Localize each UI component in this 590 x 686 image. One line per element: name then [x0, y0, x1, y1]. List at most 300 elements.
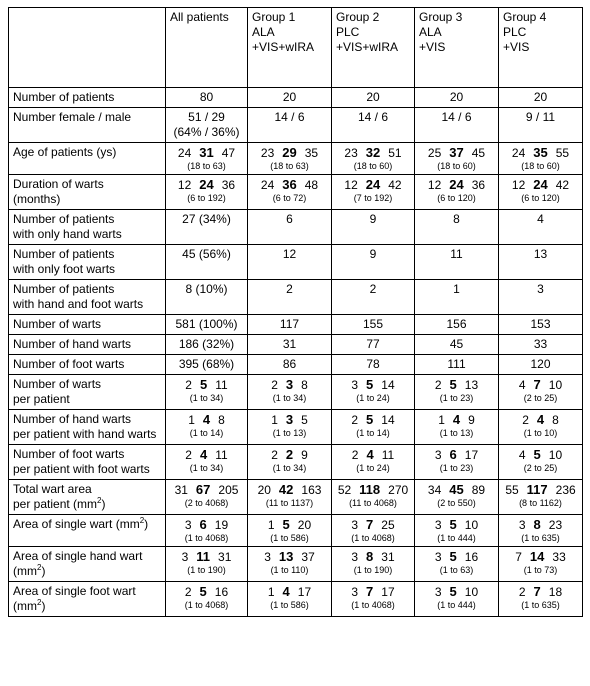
- row-label-line: (months): [13, 192, 61, 206]
- quartile-values: [503, 377, 578, 393]
- quartile-values: [419, 549, 494, 565]
- quartile-values: [252, 447, 327, 463]
- quartile-values: [503, 482, 578, 498]
- data-cell: [166, 582, 248, 617]
- row-label-line: with hand and foot warts: [13, 297, 144, 311]
- row-label-line: [13, 517, 161, 532]
- cell-value: 2: [369, 282, 377, 296]
- data-cell: [499, 480, 583, 515]
- data-cell: [332, 108, 415, 143]
- upper-quartile: 47: [221, 146, 236, 160]
- row-label-text: ): [41, 564, 46, 578]
- data-cell: [332, 480, 415, 515]
- median: 4: [282, 584, 290, 599]
- range: (1 to 190): [353, 565, 393, 575]
- lower-quartile: 25: [427, 146, 442, 160]
- data-cell: [248, 445, 332, 480]
- upper-quartile: 16: [464, 550, 479, 564]
- range: (8 to 1162): [519, 498, 562, 508]
- lower-quartile: 24: [177, 146, 192, 160]
- median: 45: [449, 482, 464, 497]
- data-cell: [166, 88, 248, 108]
- lower-quartile: 23: [344, 146, 358, 160]
- cell-value: 9: [369, 247, 377, 261]
- quartile-values: [419, 482, 494, 498]
- row-label-line: Number of patients: [13, 212, 115, 226]
- lower-quartile: 2: [185, 448, 192, 462]
- lower-quartile: 1: [438, 413, 445, 427]
- upper-quartile: 205: [218, 483, 239, 497]
- row-label-line: Number of hand warts: [13, 412, 132, 426]
- row-label-line: Number of hand warts: [13, 337, 132, 351]
- row-label: [9, 375, 166, 410]
- quartile-values: [336, 447, 410, 463]
- data-cell: [415, 88, 499, 108]
- data-cell: [499, 582, 583, 617]
- quartile-values: [170, 549, 243, 565]
- quartile-values: [252, 549, 327, 565]
- range: (6 to 192): [187, 193, 226, 203]
- quartile-values: [170, 377, 243, 393]
- data-cell: [248, 410, 332, 445]
- cell-value: 20: [366, 90, 380, 104]
- header-group-2: [332, 8, 415, 88]
- lower-quartile: 7: [515, 550, 522, 564]
- quartile-values: [336, 377, 410, 393]
- quartile-values: [419, 584, 494, 600]
- range: (18 to 60): [521, 161, 560, 171]
- lower-quartile: 31: [174, 483, 188, 497]
- data-cell: [499, 547, 583, 582]
- row-label: [9, 445, 166, 480]
- cell-value: 581 (100%): [175, 317, 238, 331]
- table-row: [9, 175, 583, 210]
- quartile-values: [419, 145, 494, 161]
- row-label-text: ): [144, 517, 149, 531]
- group-name: Group 2: [336, 10, 380, 24]
- data-cell: [415, 480, 499, 515]
- range: (1 to 635): [521, 600, 560, 610]
- cell-value: 4: [537, 212, 544, 226]
- cell-value: 9 / 11: [525, 110, 556, 124]
- lower-quartile: 12: [344, 178, 358, 192]
- table-row: [9, 547, 583, 582]
- data-cell: [166, 175, 248, 210]
- cell-value: 156: [446, 317, 467, 331]
- cell-value: 20: [533, 90, 548, 104]
- data-cell: [166, 108, 248, 143]
- data-cell: [248, 315, 332, 335]
- cell-value: 117: [279, 317, 300, 331]
- data-cell: [166, 315, 248, 335]
- upper-quartile: 33: [552, 550, 566, 564]
- range: (1 to 34): [189, 463, 224, 473]
- lower-quartile: 3: [351, 585, 359, 599]
- row-label-text: (mm: [13, 564, 37, 578]
- data-cell: [332, 245, 415, 280]
- range: (2 to 550): [437, 498, 476, 508]
- row-label-text: Area of single wart (mm: [13, 517, 140, 531]
- row-label: [9, 355, 166, 375]
- data-cell: [166, 445, 248, 480]
- median: 5: [366, 377, 374, 392]
- group-drug: ALA: [419, 25, 442, 39]
- cell-value: 77: [366, 337, 380, 351]
- data-cell: [415, 515, 499, 547]
- cell-value: 186 (32%): [178, 337, 235, 351]
- data-cell: [499, 175, 583, 210]
- data-cell: [499, 335, 583, 355]
- data-cell: [166, 515, 248, 547]
- range: (18 to 60): [353, 161, 393, 171]
- lower-quartile: 3: [351, 378, 359, 392]
- upper-quartile: 8: [218, 413, 225, 427]
- range: (1 to 190): [187, 565, 226, 575]
- quartile-values: [503, 584, 578, 600]
- lower-quartile: 2: [518, 585, 526, 599]
- row-label: [9, 315, 166, 335]
- data-table: [8, 7, 583, 617]
- data-cell: [248, 210, 332, 245]
- upper-quartile: 36: [471, 178, 486, 192]
- quartile-values: [336, 412, 410, 428]
- upper-quartile: 37: [301, 550, 315, 564]
- median: 37: [449, 145, 464, 160]
- median: 5: [282, 517, 290, 532]
- group-drug: ALA: [252, 25, 275, 39]
- data-cell: [499, 515, 583, 547]
- range: (1 to 24): [356, 393, 390, 403]
- lower-quartile: 2: [271, 378, 278, 392]
- data-cell: [248, 143, 332, 175]
- quartile-values: [336, 177, 410, 193]
- lower-quartile: 20: [257, 483, 271, 497]
- range: (2 to 25): [523, 463, 558, 473]
- group-treatment: +VIS+wIRA: [336, 40, 399, 54]
- median: 5: [449, 377, 457, 392]
- row-label: [9, 245, 166, 280]
- median: 7: [533, 377, 541, 392]
- median: 24: [533, 177, 548, 192]
- data-cell: [248, 280, 332, 315]
- median: 5: [449, 549, 457, 564]
- cell-value: 45 (56%): [182, 247, 231, 261]
- range: (1 to 24): [356, 463, 390, 473]
- data-cell: [248, 245, 332, 280]
- upper-quartile: 14: [381, 378, 395, 392]
- cell-value: 153: [530, 317, 551, 331]
- upper-quartile: 55: [555, 146, 570, 160]
- table-row: [9, 108, 583, 143]
- range: (1 to 14): [356, 428, 390, 438]
- cell-value: 31: [282, 337, 297, 351]
- quartile-values: [170, 412, 243, 428]
- upper-quartile: 236: [555, 483, 576, 497]
- quartile-values: [336, 584, 410, 600]
- data-cell: [332, 582, 415, 617]
- row-label-line: Number of patients: [13, 282, 115, 296]
- median: 7: [366, 584, 374, 599]
- data-cell: [499, 445, 583, 480]
- row-label: [9, 410, 166, 445]
- table-row: [9, 375, 583, 410]
- data-cell: [415, 245, 499, 280]
- median: 5: [449, 517, 457, 532]
- lower-quartile: 2: [434, 378, 442, 392]
- median: 5: [533, 447, 541, 462]
- header-row: [9, 8, 583, 88]
- upper-quartile: 89: [471, 483, 486, 497]
- row-label-line: [13, 497, 161, 512]
- data-cell: [332, 445, 415, 480]
- data-cell: [166, 355, 248, 375]
- median: 29: [282, 145, 297, 160]
- row-label-line: Number of patients: [13, 247, 115, 261]
- range: (1 to 4068): [184, 533, 229, 543]
- quartile-values: [503, 145, 578, 161]
- superscript: 2: [37, 563, 42, 572]
- lower-quartile: 3: [434, 518, 442, 532]
- upper-quartile: 5: [301, 413, 308, 427]
- data-cell: [499, 88, 583, 108]
- header-group-3: [415, 8, 499, 88]
- lower-quartile: 3: [181, 550, 189, 564]
- quartile-values: [503, 412, 578, 428]
- group-treatment: +VIS+wIRA: [252, 40, 315, 54]
- lower-quartile: 12: [511, 178, 526, 192]
- median: 5: [199, 377, 208, 392]
- cell-value: 12: [282, 247, 297, 261]
- data-cell: [332, 410, 415, 445]
- cell-value: 20: [449, 90, 464, 104]
- quartile-values: [170, 447, 243, 463]
- upper-quartile: 31: [218, 550, 232, 564]
- lower-quartile: 34: [427, 483, 442, 497]
- upper-quartile: 13: [464, 378, 479, 392]
- table-row: [9, 445, 583, 480]
- quartile-values: [419, 517, 494, 533]
- median: 2: [285, 447, 294, 462]
- superscript: 2: [97, 496, 102, 505]
- data-cell: [166, 410, 248, 445]
- cell-value: 120: [530, 357, 551, 371]
- cell-value: 14 / 6: [441, 110, 472, 124]
- quartile-values: [252, 377, 327, 393]
- quartile-values: [503, 447, 578, 463]
- data-cell: [248, 375, 332, 410]
- row-label-line: Area of single foot wart: [13, 584, 136, 598]
- median: 24: [365, 177, 381, 192]
- data-cell: [166, 547, 248, 582]
- lower-quartile: 2: [271, 448, 278, 462]
- range: (1 to 34): [272, 393, 307, 403]
- lower-quartile: 4: [518, 378, 526, 392]
- cell-value: 27 (34%): [182, 212, 231, 226]
- data-cell: [415, 175, 499, 210]
- upper-quartile: 23: [548, 518, 563, 532]
- median: 36: [282, 177, 297, 192]
- quartile-values: [252, 412, 327, 428]
- cell-value: 8 (10%): [185, 282, 228, 296]
- data-cell: [499, 143, 583, 175]
- data-cell: [415, 335, 499, 355]
- upper-quartile: 16: [214, 585, 229, 599]
- data-cell: [499, 280, 583, 315]
- row-label-line: Number of warts: [13, 317, 102, 331]
- range: (1 to 635): [521, 533, 560, 543]
- data-cell: [332, 143, 415, 175]
- cell-value: 80: [199, 90, 214, 104]
- row-label-line: Number female / male: [13, 110, 132, 124]
- row-label-line: Number of foot warts: [13, 357, 125, 371]
- table-row: [9, 480, 583, 515]
- cell-value: 2: [286, 282, 293, 296]
- data-cell: [248, 108, 332, 143]
- row-label-text: (mm: [13, 599, 37, 613]
- upper-quartile: 31: [381, 550, 395, 564]
- cell-value: 33: [533, 337, 548, 351]
- upper-quartile: 45: [471, 146, 486, 160]
- row-label-line: Area of single hand wart: [13, 549, 143, 563]
- lower-quartile: 3: [264, 550, 271, 564]
- quartile-values: [252, 145, 327, 161]
- header-all-label: All patients: [170, 10, 229, 24]
- median: 32: [365, 145, 381, 160]
- upper-quartile: 8: [552, 413, 559, 427]
- cell-value: 1: [453, 282, 460, 296]
- range: (11 to 1137): [265, 498, 314, 508]
- row-label: [9, 547, 166, 582]
- cell-value: 395 (68%): [178, 357, 235, 371]
- upper-quartile: 51: [388, 146, 402, 160]
- data-cell: [332, 88, 415, 108]
- table-row: [9, 355, 583, 375]
- median: 7: [533, 584, 541, 599]
- quartile-values: [336, 549, 410, 565]
- upper-quartile: 42: [388, 178, 402, 192]
- header-all-patients: [166, 8, 248, 88]
- upper-quartile: 10: [548, 448, 563, 462]
- data-cell: [415, 547, 499, 582]
- quartile-values: [419, 177, 494, 193]
- header-group-1: [248, 8, 332, 88]
- row-label: [9, 280, 166, 315]
- data-cell: [332, 280, 415, 315]
- quartile-values: [503, 177, 578, 193]
- group-name: Group 3: [419, 10, 463, 24]
- data-cell: [499, 355, 583, 375]
- data-cell: [248, 335, 332, 355]
- data-cell: [415, 315, 499, 335]
- data-cell: [166, 375, 248, 410]
- quartile-values: [419, 412, 494, 428]
- range: (2 to 25): [523, 393, 558, 403]
- quartile-values: [503, 517, 578, 533]
- data-cell: [415, 445, 499, 480]
- cell-value: 3: [537, 282, 544, 296]
- quartile-values: [170, 482, 243, 498]
- row-label: [9, 210, 166, 245]
- group-name: Group 4: [503, 10, 547, 24]
- row-label: [9, 88, 166, 108]
- median: 5: [366, 412, 374, 427]
- quartile-values: [252, 517, 327, 533]
- row-label-line: per patient with hand warts: [13, 427, 157, 441]
- median: 42: [278, 482, 294, 497]
- data-cell: [332, 335, 415, 355]
- lower-quartile: 12: [177, 178, 192, 192]
- lower-quartile: 3: [351, 550, 359, 564]
- range: (6 to 120): [521, 193, 560, 203]
- table-row: [9, 515, 583, 547]
- table-row: [9, 245, 583, 280]
- upper-quartile: 10: [464, 585, 479, 599]
- median: 11: [196, 549, 211, 564]
- lower-quartile: 12: [427, 178, 442, 192]
- range: (1 to 23): [439, 393, 474, 403]
- upper-quartile: 9: [301, 448, 308, 462]
- data-cell: [332, 547, 415, 582]
- data-cell: [248, 547, 332, 582]
- group-drug: PLC: [336, 25, 360, 39]
- upper-quartile: 17: [464, 448, 479, 462]
- table-row: [9, 143, 583, 175]
- range: (6 to 72): [272, 193, 307, 203]
- upper-quartile: 20: [297, 518, 312, 532]
- data-cell: [499, 108, 583, 143]
- row-label-line: with only hand warts: [13, 227, 122, 241]
- lower-quartile: 3: [434, 448, 442, 462]
- cell-value: (64% / 36%): [173, 125, 240, 139]
- upper-quartile: 9: [468, 413, 475, 427]
- cell-value: 20: [282, 90, 297, 104]
- lower-quartile: 52: [337, 483, 352, 497]
- lower-quartile: 3: [184, 518, 192, 532]
- data-cell: [415, 280, 499, 315]
- upper-quartile: 11: [215, 378, 228, 392]
- range: (1 to 23): [439, 463, 474, 473]
- table-row: [9, 280, 583, 315]
- group-treatment: +VIS: [419, 40, 446, 54]
- upper-quartile: 10: [548, 378, 563, 392]
- cell-value: 9: [369, 212, 377, 226]
- range: (2 to 4068): [184, 498, 229, 508]
- range: (1 to 34): [272, 463, 307, 473]
- superscript: 2: [37, 598, 42, 607]
- data-cell: [248, 480, 332, 515]
- row-label: [9, 515, 166, 547]
- data-cell: [248, 88, 332, 108]
- range: (1 to 586): [270, 600, 309, 610]
- table-row: [9, 410, 583, 445]
- upper-quartile: 11: [381, 448, 395, 462]
- cell-value: 86: [282, 357, 297, 371]
- cell-value: 111: [447, 357, 466, 371]
- median: 4: [366, 447, 374, 462]
- median: 4: [199, 447, 208, 462]
- range: (18 to 60): [437, 161, 476, 171]
- quartile-values: [252, 177, 327, 193]
- range: (1 to 444): [437, 600, 476, 610]
- row-label-line: [13, 564, 161, 579]
- data-cell: [248, 515, 332, 547]
- row-label-line: Total wart area: [13, 482, 92, 496]
- range: (1 to 63): [439, 565, 474, 575]
- data-cell: [499, 245, 583, 280]
- quartile-values: [252, 482, 327, 498]
- range: (1 to 4068): [351, 600, 395, 610]
- table-row: [9, 315, 583, 335]
